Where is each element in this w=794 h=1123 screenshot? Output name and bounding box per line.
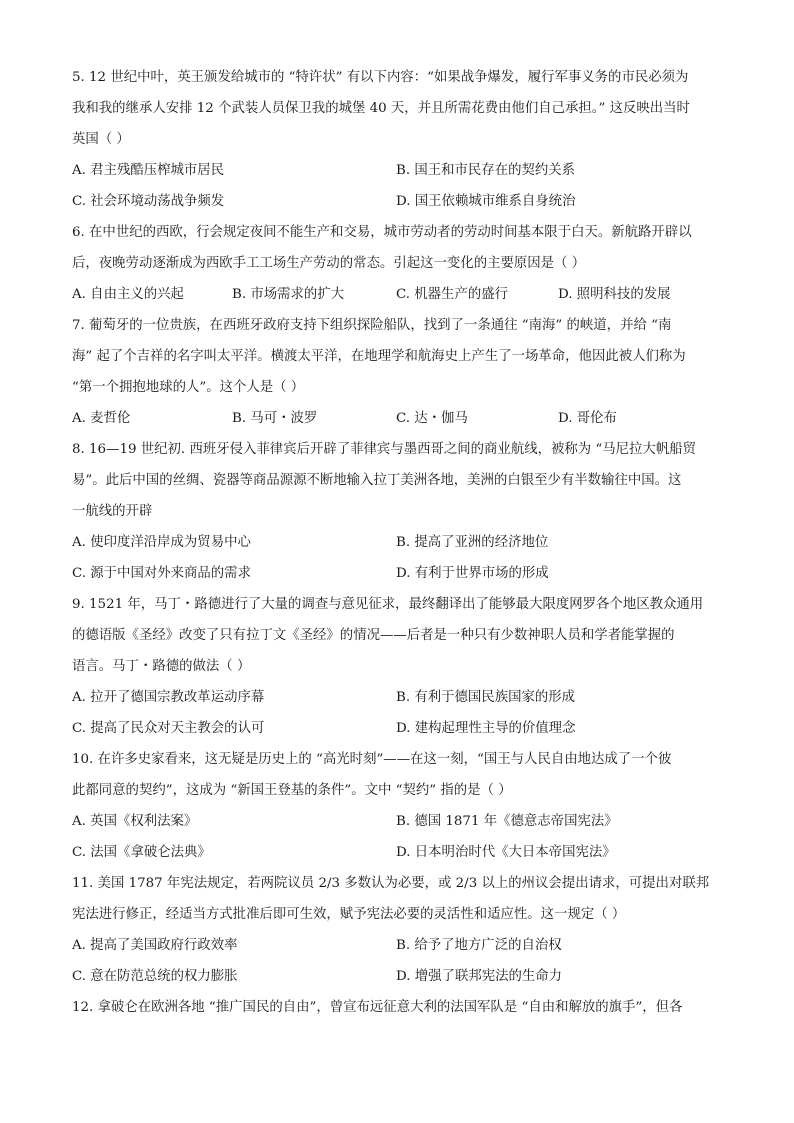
option-d[interactable]: D. 照明科技的发展 [558,287,671,302]
options-row [72,558,722,589]
option-d[interactable]: D. 国王依赖城市维系自身统治 [396,194,576,209]
option-d[interactable]: D. 哥伦布 [558,411,617,426]
options-row [72,403,722,434]
option-a[interactable]: A. 麦哲伦 [72,411,131,426]
question-text-line: 7. 葡萄牙的一位贵族，在西班牙政府支持下组织探险船队，找到了一条通往 “南海” 的峡道，并给 “南 [72,318,672,333]
option-a[interactable]: A. 君主残酷压榨城市居民 [72,163,225,178]
question-text-line: 8. 16—19 世纪初. 西班牙侵入菲律宾后开辟了菲律宾与墨西哥之间的商业航线，被称为 “马尼拉大帆船贸 [72,442,696,457]
option-a[interactable]: A. 提高了美国政府行政效率 [72,938,238,953]
question-text-line: 10. 在许多史家看来，这无疑是历史上的 “高光时刻”——在这一刻，“国王与人民自由地达成了一个彼 [72,752,672,767]
question-text-line: 海” 起了个吉祥的名字叫太平洋。横渡太平洋，在地理学和航海史上产生了一场革命，他因此被人们称为 [72,349,686,364]
options-row [72,837,722,868]
option-c[interactable]: C. 意在防范总统的权力膨胀 [72,969,238,984]
option-a[interactable]: A. 自由主义的兴起 [72,287,184,302]
option-b[interactable]: B. 马可・波罗 [232,411,318,426]
options-row [72,930,722,961]
question-text-line: 12. 拿破仑在欧洲各地 “推广国民的自由”，曾宣布远征意大利的法国军队是 “自由和解放的旗手”，但各 [72,1000,683,1015]
question-text-line: “第一个拥抱地球的人”。这个人是（ ） [72,380,305,395]
options-row [72,279,722,310]
option-b[interactable]: B. 德国 1871 年《德意志帝国宪法》 [396,814,618,829]
question-text-line: 后，夜晚劳动逐渐成为西欧手工工场生产劳动的常态。引起这一变化的主要原因是（ ） [72,256,586,271]
question-6 [72,217,722,310]
options-row [72,713,722,744]
option-d[interactable]: D. 日本明治时代《大日本帝国宪法》 [396,845,616,860]
question-text-line: 一航线的开辟 [72,504,153,519]
option-c[interactable]: C. 达・伽马 [396,411,468,426]
question-text-line: 11. 美国 1787 年宪法规定，若两院议员 2/3 多数认为必要，或 2/3 以上的州议会提出请求，可提出对联邦 [72,876,710,891]
option-c[interactable]: C. 提高了民众对天主教会的认可 [72,721,265,736]
question-text-line: 易”。此后中国的丝绸、瓷器等商品源源不断地输入拉丁美洲各地，美洲的白银至少有半数输往中国。这 [72,473,682,488]
question-text-line: 此都同意的契约”，这成为 “新国王登基的条件”。文中 “契约” 指的是（ ） [72,783,512,798]
question-text-line: 6. 在中世纪的西欧，行会规定夜间不能生产和交易，城市劳动者的劳动时间基本限于白天。新航路开辟以 [72,225,692,240]
option-c[interactable]: C. 机器生产的盛行 [396,287,509,302]
option-b[interactable]: B. 国王和市民存在的契约关系 [396,163,576,178]
option-b[interactable]: B. 有利于德国民族国家的形成 [396,690,576,705]
option-d[interactable]: D. 建构起理性主导的价值理念 [396,721,576,736]
option-a[interactable]: A. 使印度洋沿岸成为贸易中心 [72,535,251,550]
question-text-line: 5. 12 世纪中叶，英王颁发给城市的 “特许状” 有以下内容：“如果战争爆发，履行军事义务的市民必须为 [72,70,689,85]
option-c[interactable]: C. 源于中国对外来商品的需求 [72,566,251,581]
question-text-line: 的德语版《圣经》改变了只有拉丁文《圣经》的情况——后者是一种只有少数神职人员和学者能掌握的 [72,628,675,643]
options-row [72,682,722,713]
option-a[interactable]: A. 拉开了德国宗教改革运动序幕 [72,690,265,705]
question-12 [72,992,722,1023]
question-8 [72,434,722,589]
question-9 [72,589,722,744]
question-7 [72,310,722,434]
option-d[interactable]: D. 有利于世界市场的形成 [396,566,549,581]
question-11 [72,868,722,992]
question-10 [72,744,722,868]
option-d[interactable]: D. 增强了联邦宪法的生命力 [396,969,563,984]
options-row [72,806,722,837]
option-c[interactable]: C. 社会环境动荡战争频发 [72,194,225,209]
question-text-line: 宪法进行修正，经适当方式批准后即可生效，赋予宪法必要的灵活性和适应性。这一规定（ ） [72,907,626,922]
option-a[interactable]: A. 英国《权利法案》 [72,814,198,829]
options-row [72,961,722,992]
option-c[interactable]: C. 法国《拿破仑法典》 [72,845,211,860]
question-text-line: 语言。马丁・路德的做法（ ） [72,659,251,674]
option-b[interactable]: B. 提高了亚洲的经济地位 [396,535,549,550]
question-text-line: 9. 1521 年，马丁・路德进行了大量的调查与意见征求，最终翻译出了能够最大限度网罗各个地区教众通用 [72,597,704,612]
question-5 [72,62,722,217]
options-row [72,186,722,217]
options-row [72,155,722,186]
question-text-line: 我和我的继承人安排 12 个武装人员保卫我的城堡 40 天，并且所需花费由他们自己承担。” 这反映出当时 [72,101,690,116]
options-row [72,527,722,558]
option-b[interactable]: B. 市场需求的扩大 [232,287,345,302]
option-b[interactable]: B. 给予了地方广泛的自治权 [396,938,562,953]
question-text-line: 英国（ ） [72,132,130,147]
